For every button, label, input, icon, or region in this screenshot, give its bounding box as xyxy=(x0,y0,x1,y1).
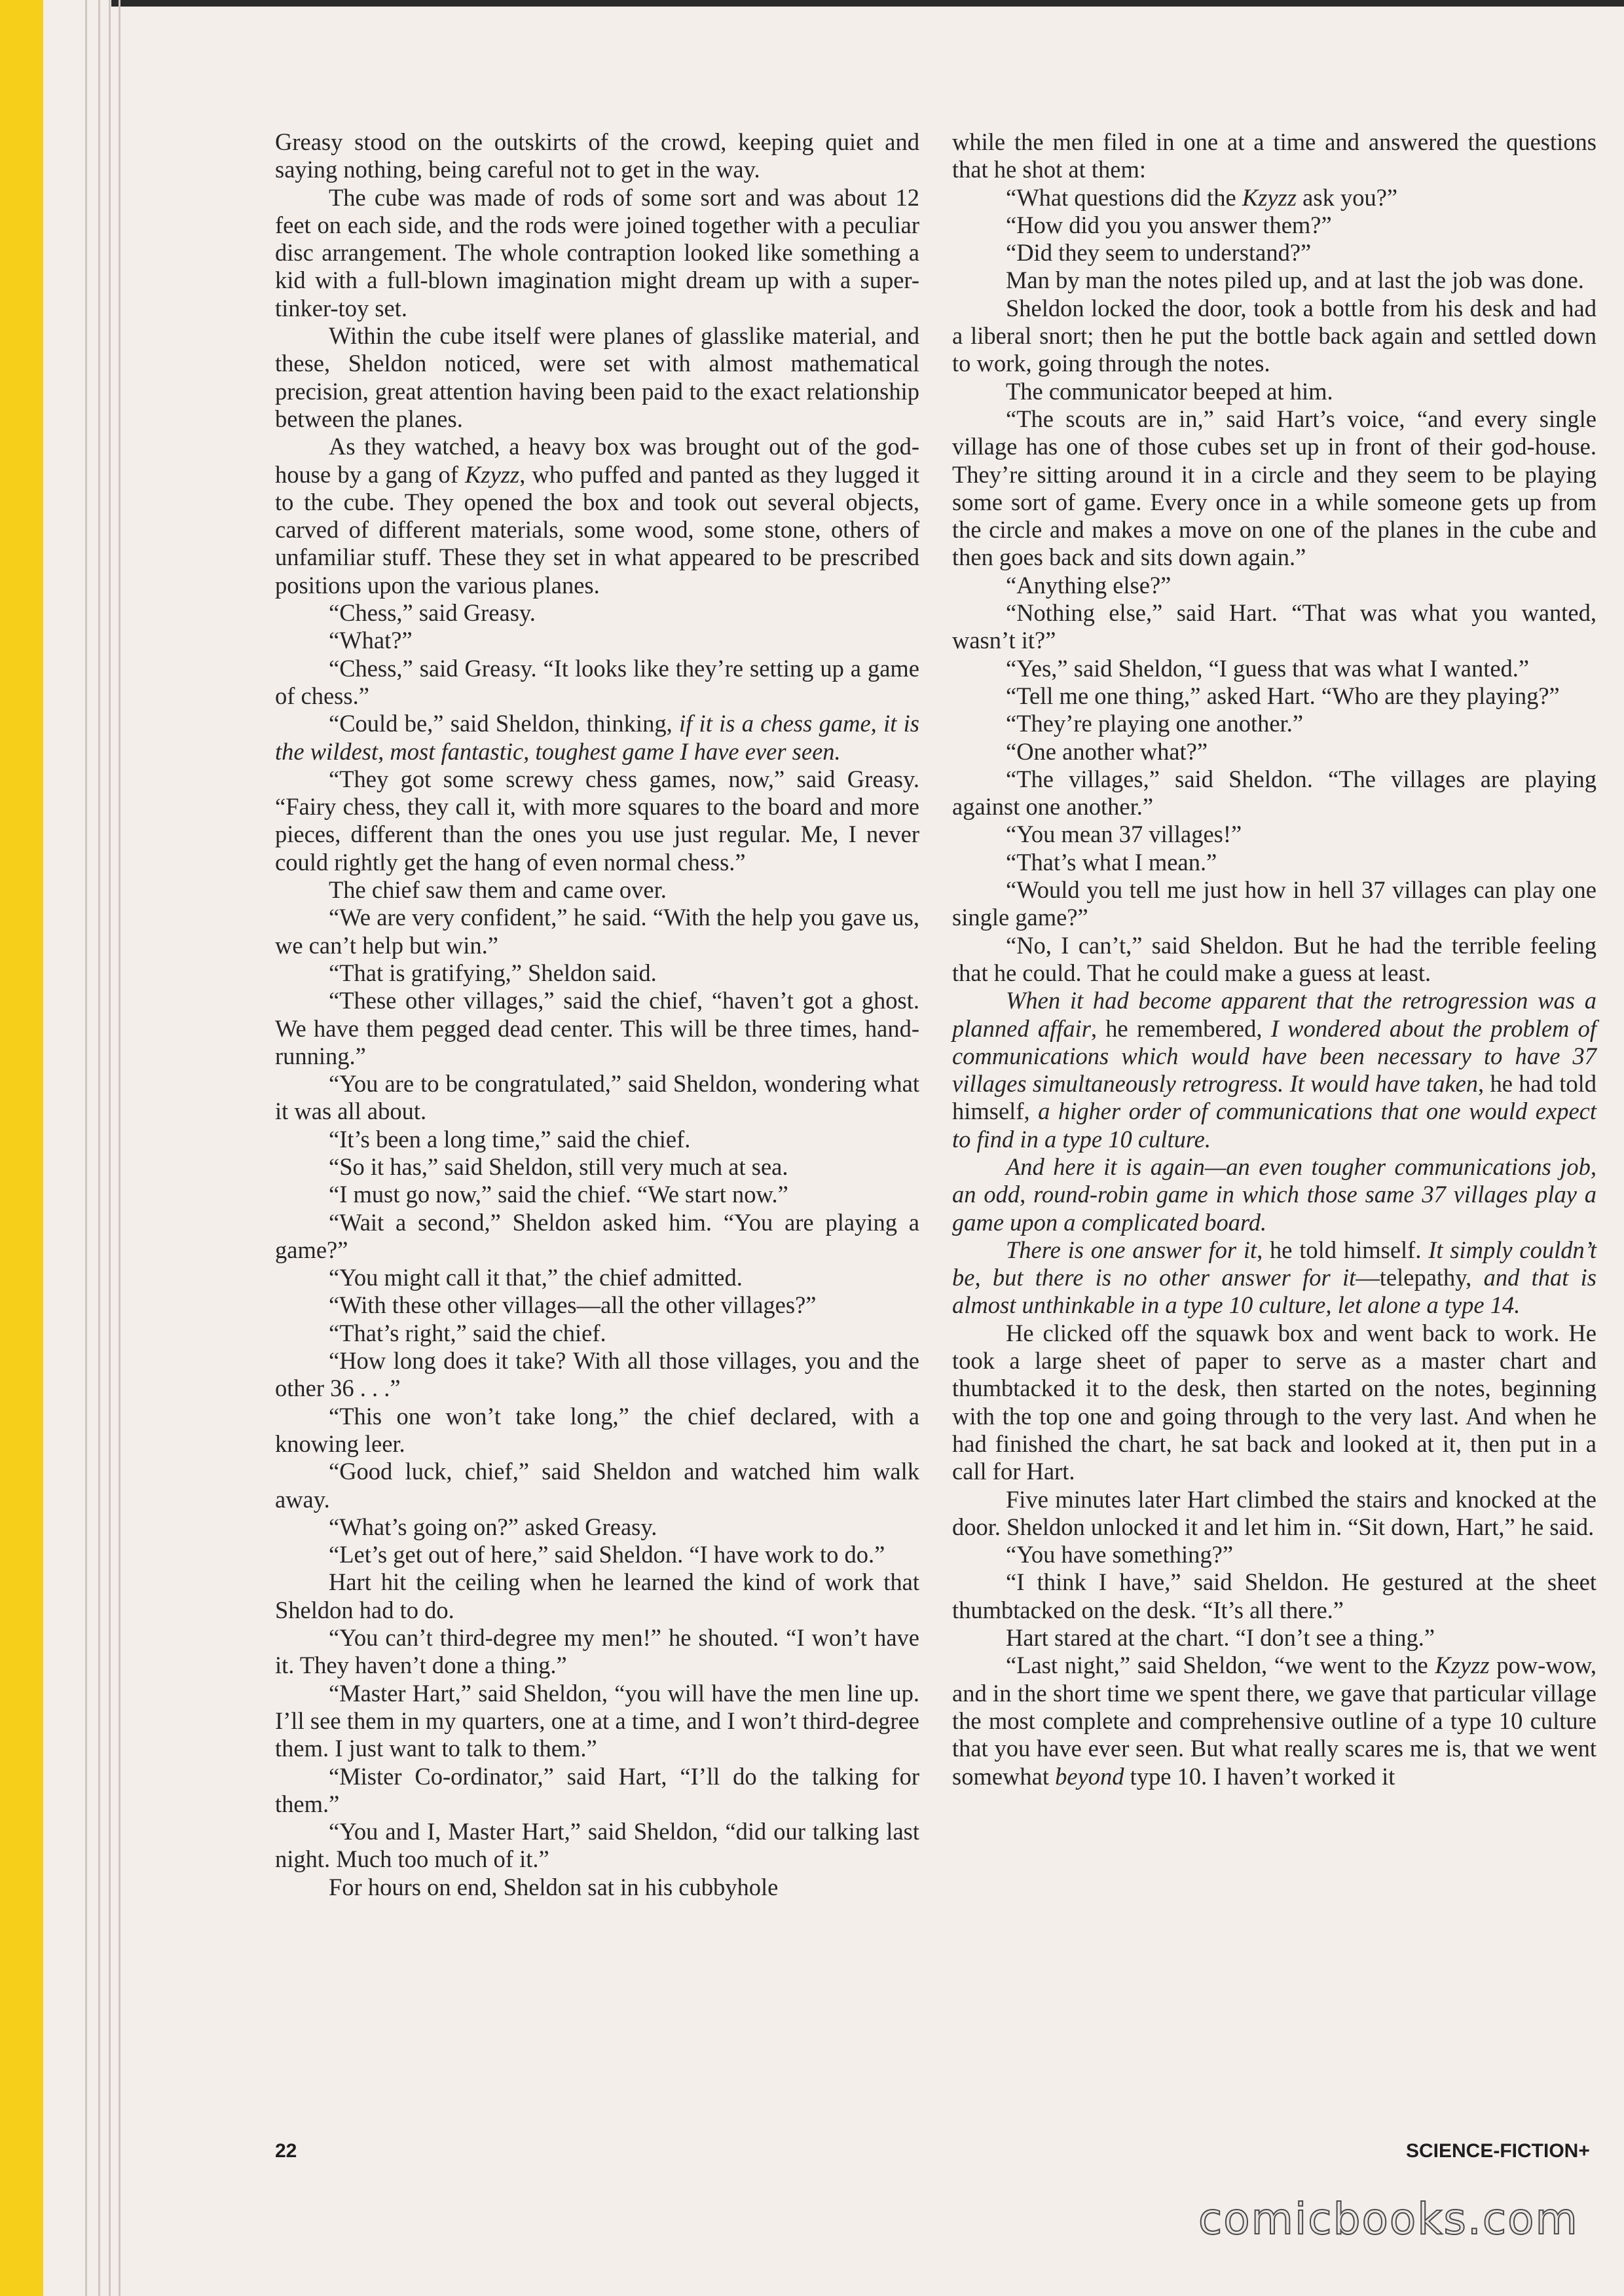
paragraph: Hart stared at the chart. “I don’t see a thing.” xyxy=(1006,1624,1435,1652)
paragraph: When it had become apparent that the retrogression was a planned affair, he remembered, I wondered about the problem of communications which would have been necessary to have 37 villages simultaneously retrogress. It would have taken, he had told himself, a higher order of communications that one would expect to find in a type 10 culture. xyxy=(952,987,1597,1153)
paragraph: “Master Hart,” said Sheldon, “you will have the men line up. I’ll see them in my quarters, one at a time, and I won’t third-degree them. I just want to talk to them.” xyxy=(275,1679,919,1762)
paragraph: The communicator beeped at him. xyxy=(1006,377,1333,405)
paragraph: “What?” xyxy=(329,627,413,654)
paragraph: “The villages,” said Sheldon. “The villages are playing against one another.” xyxy=(952,765,1596,821)
paragraph: “Wait a second,” Sheldon asked him. “You are playing a game?” xyxy=(275,1208,919,1263)
paragraph: “Chess,” said Greasy. xyxy=(329,599,536,627)
paragraph: Greasy stood on the outskirts of the crowd, keeping quiet and saying nothing, being careful not to get in the way. xyxy=(275,128,919,183)
paragraph: “You and I, Master Hart,” said Sheldon, “did our talking last night. Much too much of it.” xyxy=(275,1818,919,1873)
page-stack-edge xyxy=(109,0,111,2296)
paragraph: Man by man the notes piled up, and at last the job was done. xyxy=(1006,267,1584,294)
paragraph: “It’s been a long time,” said the chief. xyxy=(329,1125,691,1153)
paragraph: As they watched, a heavy box was brought out of the god-house by a gang of Kzyzz, who puffed and panted as they lugged it to the cube. They opened the box and took out several objects, carved of different materials, some wood, some stone, others of unfamiliar stuff. These they set in what appeared to be prescribed positions upon the various planes. xyxy=(275,433,919,599)
paragraph: “That’s right,” said the chief. xyxy=(329,1319,606,1346)
page-stack-edge xyxy=(119,0,120,2296)
paragraph: “Yes,” said Sheldon, “I guess that was what I wanted.” xyxy=(1006,654,1530,682)
paragraph: “I think I have,” said Sheldon. He gestured at the sheet thumbtacked on the desk. “It’s all there.” xyxy=(952,1568,1596,1623)
page-stack-edge xyxy=(85,0,87,2296)
paragraph: He clicked off the squawk box and went back to work. He took a large sheet of paper to serve as a master chart and thumbtacked it to the desk, then started on the notes, beginning with the top one and going through to the very last. And when he had finished the chart, he sat back and looked at it, then put in a call for Hart. xyxy=(952,1319,1596,1485)
paragraph: And here it is again—an even tougher communications job, an odd, round-robin game in which those same 37 villages play a game upon a complicated board. xyxy=(952,1153,1596,1236)
paragraph: Five minutes later Hart climbed the stairs and knocked at the door. Sheldon unlocked it and let him in. “Sit down, Hart,” he said. xyxy=(952,1485,1596,1540)
paragraph: “What questions did the Kzyzz ask you?” xyxy=(1006,183,1398,211)
paragraph: “Chess,” said Greasy. “It looks like they’re setting up a game of chess.” xyxy=(275,654,919,709)
paragraph: “Could be,” said Sheldon, thinking, if it is a chess game, it is the wildest, most fantastic, toughest game I have ever seen. xyxy=(275,710,919,765)
paragraph: “How did you you answer them?” xyxy=(1006,211,1332,238)
paragraph: “One another what?” xyxy=(1006,737,1208,765)
paragraph: “So it has,” said Sheldon, still very much at sea. xyxy=(329,1153,788,1180)
page-stack-edge xyxy=(98,0,100,2296)
paragraph: “That is gratifying,” Sheldon said. xyxy=(329,959,657,986)
paragraph: “The scouts are in,” said Hart’s voice, “and every single village has one of those cubes set up in front of their god-house. They’re sitting around it in a circle and they seem to be playing some sort of game. Every once in a while someone gets up from the circle and makes a move on one of the planes in the cube and then goes back and sits down again.” xyxy=(952,405,1596,571)
paragraph: “These other villages,” said the chief, “haven’t got a ghost. We have them pegged dead center. This will be three times, hand-running.” xyxy=(275,987,919,1069)
paragraph: “That’s what I mean.” xyxy=(1006,848,1217,876)
paragraph: “Good luck, chief,” said Sheldon and watched him walk away. xyxy=(275,1458,919,1513)
paragraph: There is one answer for it, he told himself. It simply couldn’t be, but there is no other answer for it—telepathy, and that is almost unthinkable in a type 10 culture, let alone a type 14. xyxy=(952,1236,1597,1319)
right-text-column xyxy=(952,128,1596,1790)
paragraph: “Anything else?” xyxy=(1006,571,1172,599)
paragraph: “Mister Co-ordinator,” said Hart, “I’ll do the talking for them.” xyxy=(275,1762,919,1817)
magazine-title-footer: SCIENCE-FICTION+ xyxy=(1406,2140,1590,2162)
paragraph: “What’s going on?” asked Greasy. xyxy=(329,1513,657,1540)
paragraph: “You mean 37 villages!” xyxy=(1006,821,1242,848)
paragraph: “They’re playing one another.” xyxy=(1006,710,1304,737)
paragraph: “You might call it that,” the chief admitted. xyxy=(329,1264,743,1291)
paragraph: Within the cube itself were planes of glasslike material, and these, Sheldon noticed, were set with almost mathematical precision, great attention having been paid to the exact relationship between the planes. xyxy=(275,322,919,432)
paragraph: “Did they seem to understand?” xyxy=(1006,239,1312,267)
paragraph: “They got some screwy chess games, now,” said Greasy. “Fairy chess, they call it, with more squares to the board and more pieces, different than the ones you use just regular. Me, I never could rightly get the hang of even normal chess.” xyxy=(275,765,919,876)
paragraph: “Tell me one thing,” asked Hart. “Who are they playing?” xyxy=(1006,682,1560,709)
paragraph: “This one won’t take long,” the chief declared, with a knowing leer. xyxy=(275,1402,919,1457)
paragraph: “You have something?” xyxy=(1006,1541,1234,1568)
paragraph: “I must go now,” said the chief. “We start now.” xyxy=(329,1181,788,1208)
yellow-page-edge xyxy=(0,0,43,2296)
left-text-column xyxy=(275,128,919,1901)
paragraph: “You can’t third-degree my men!” he shouted. “I won’t have it. They haven’t done a thing.” xyxy=(275,1624,919,1679)
page-number: 22 xyxy=(275,2140,297,2162)
top-page-edge xyxy=(111,0,1624,7)
paragraph: “No, I can’t,” said Sheldon. But he had the terrible feeling that he could. That he could make a guess at least. xyxy=(952,931,1596,986)
paragraph: The chief saw them and came over. xyxy=(329,876,667,904)
watermark-logo: comicbooks.com xyxy=(1198,2194,1579,2244)
paragraph: while the men filed in one at a time and answered the questions that he shot at them: xyxy=(952,128,1596,183)
paragraph: “Last night,” said Sheldon, “we went to the Kzyzz pow-wow, and in the short time we spent there, we gave that particular village the most complete and comprehensive outline of a type 10 culture that you have ever seen. But what really scares me is, that we went somewhat beyond type 10. I haven’t worked it xyxy=(952,1652,1596,1790)
paragraph: Hart hit the ceiling when he learned the kind of work that Sheldon had to do. xyxy=(275,1568,919,1623)
paragraph: “You are to be congratulated,” said Sheldon, wondering what it was all about. xyxy=(275,1070,919,1125)
paragraph: “With these other villages—all the other villages?” xyxy=(329,1291,817,1319)
paragraph: The cube was made of rods of some sort and was about 12 feet on each side, and the rods were joined together with a peculiar disc arrangement. The whole contraption looked like something a kid with a full-blown imagination might dream up with a super-tinker-toy set. xyxy=(275,183,919,322)
paragraph: “Would you tell me just how in hell 37 villages can play one single game?” xyxy=(952,876,1596,931)
paragraph: For hours on end, Sheldon sat in his cubbyhole xyxy=(329,1873,779,1900)
paragraph: Sheldon locked the door, took a bottle from his desk and had a liberal snort; then he put the bottle back again and settled down to work, going through the notes. xyxy=(952,294,1596,377)
paragraph: “Let’s get out of here,” said Sheldon. “I have work to do.” xyxy=(329,1541,885,1568)
paragraph: “How long does it take? With all those villages, you and the other 36 . . .” xyxy=(275,1347,919,1402)
paragraph: “We are very confident,” he said. “With the help you gave us, we can’t help but win.” xyxy=(275,904,919,959)
paragraph: “Nothing else,” said Hart. “That was what you wanted, wasn’t it?” xyxy=(952,599,1596,654)
